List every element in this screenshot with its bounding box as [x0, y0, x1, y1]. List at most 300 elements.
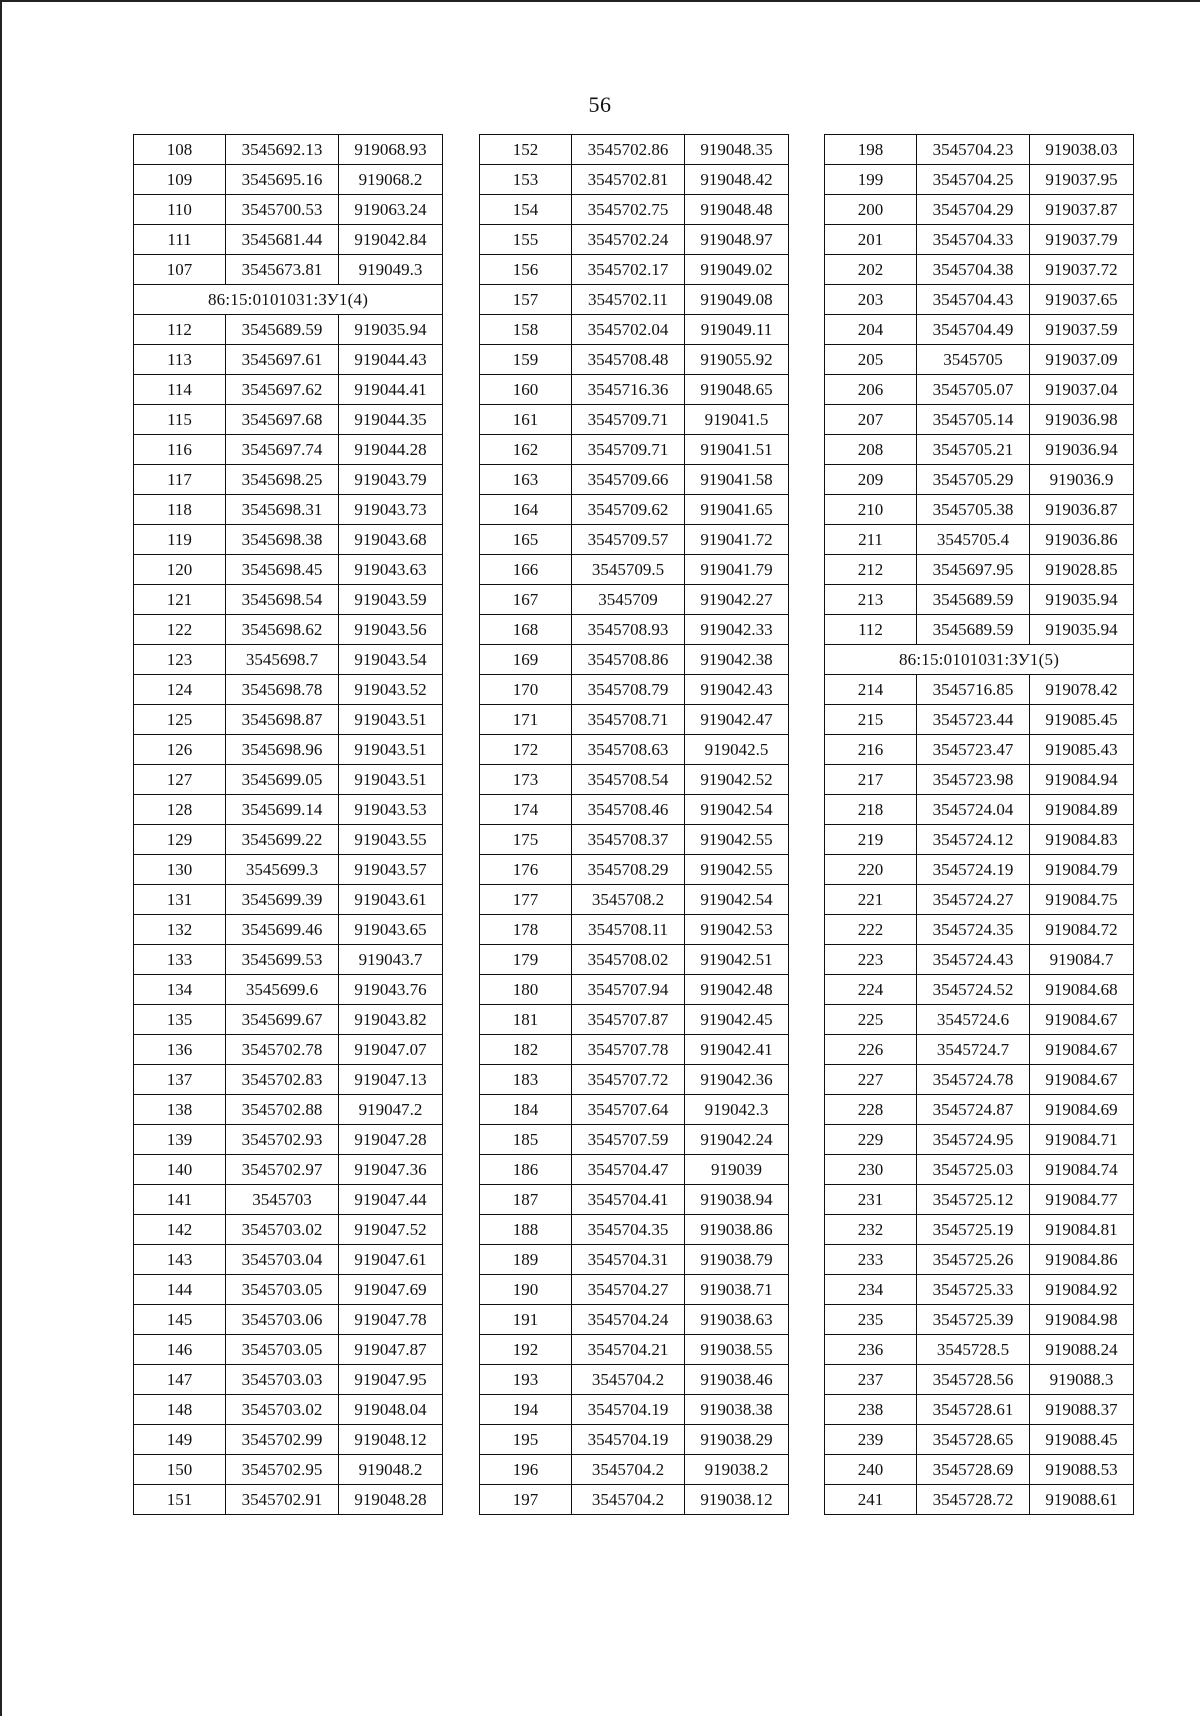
y-coordinate-cell: 919038.86 — [685, 1215, 789, 1245]
x-coordinate-cell: 3545704.2 — [572, 1365, 685, 1395]
point-number-cell: 171 — [480, 705, 572, 735]
table-row — [480, 945, 789, 975]
table-row — [134, 645, 443, 675]
table-row — [825, 135, 1134, 165]
y-coordinate-cell: 919043.61 — [339, 885, 443, 915]
table-row — [480, 225, 789, 255]
x-coordinate-cell: 3545725.33 — [917, 1275, 1030, 1305]
table-row — [480, 585, 789, 615]
point-number-cell: 143 — [134, 1245, 226, 1275]
x-coordinate-cell: 3545673.81 — [226, 255, 339, 285]
y-coordinate-cell: 919043.63 — [339, 555, 443, 585]
y-coordinate-cell: 919042.51 — [685, 945, 789, 975]
table-row — [134, 1335, 443, 1365]
point-number-cell: 183 — [480, 1065, 572, 1095]
point-number-cell: 179 — [480, 945, 572, 975]
point-number-cell: 198 — [825, 135, 917, 165]
table-row — [825, 585, 1134, 615]
y-coordinate-cell: 919055.92 — [685, 345, 789, 375]
point-number-cell: 209 — [825, 465, 917, 495]
x-coordinate-cell: 3545708.71 — [572, 705, 685, 735]
x-coordinate-cell: 3545698.96 — [226, 735, 339, 765]
y-coordinate-cell: 919084.68 — [1030, 975, 1134, 1005]
x-coordinate-cell: 3545703.04 — [226, 1245, 339, 1275]
table-row — [480, 375, 789, 405]
y-coordinate-cell: 919084.69 — [1030, 1095, 1134, 1125]
y-coordinate-cell: 919037.09 — [1030, 345, 1134, 375]
y-coordinate-cell: 919043.51 — [339, 705, 443, 735]
point-number-cell: 178 — [480, 915, 572, 945]
table-row — [825, 555, 1134, 585]
y-coordinate-cell: 919042.3 — [685, 1095, 789, 1125]
y-coordinate-cell: 919047.44 — [339, 1185, 443, 1215]
x-coordinate-cell: 3545708.63 — [572, 735, 685, 765]
point-number-cell: 120 — [134, 555, 226, 585]
y-coordinate-cell: 919038.63 — [685, 1305, 789, 1335]
table-row — [480, 1005, 789, 1035]
y-coordinate-cell: 919043.51 — [339, 765, 443, 795]
y-coordinate-cell: 919041.79 — [685, 555, 789, 585]
page-number: 56 — [588, 92, 612, 117]
table-row — [825, 795, 1134, 825]
parcel-section-label: 86:15:0101031:ЗУ1(4) — [134, 285, 443, 315]
point-number-cell: 108 — [134, 135, 226, 165]
table-row — [134, 345, 443, 375]
x-coordinate-cell: 3545707.72 — [572, 1065, 685, 1095]
x-coordinate-cell: 3545700.53 — [226, 195, 339, 225]
y-coordinate-cell: 919049.11 — [685, 315, 789, 345]
y-coordinate-cell: 919042.84 — [339, 225, 443, 255]
y-coordinate-cell: 919049.08 — [685, 285, 789, 315]
y-coordinate-cell: 919047.36 — [339, 1155, 443, 1185]
y-coordinate-cell: 919084.67 — [1030, 1035, 1134, 1065]
x-coordinate-cell: 3545703.06 — [226, 1305, 339, 1335]
point-number-cell: 148 — [134, 1395, 226, 1425]
y-coordinate-cell: 919047.61 — [339, 1245, 443, 1275]
point-number-cell: 161 — [480, 405, 572, 435]
x-coordinate-cell: 3545704.31 — [572, 1245, 685, 1275]
y-coordinate-cell: 919043.68 — [339, 525, 443, 555]
point-number-cell: 112 — [134, 315, 226, 345]
point-number-cell: 139 — [134, 1125, 226, 1155]
x-coordinate-cell: 3545702.81 — [572, 165, 685, 195]
y-coordinate-cell: 919047.95 — [339, 1365, 443, 1395]
x-coordinate-cell: 3545724.87 — [917, 1095, 1030, 1125]
table-row — [480, 825, 789, 855]
table-row — [134, 1485, 443, 1515]
point-number-cell: 115 — [134, 405, 226, 435]
x-coordinate-cell: 3545702.97 — [226, 1155, 339, 1185]
y-coordinate-cell: 919028.85 — [1030, 555, 1134, 585]
y-coordinate-cell: 919042.36 — [685, 1065, 789, 1095]
y-coordinate-cell: 919048.28 — [339, 1485, 443, 1515]
point-number-cell: 147 — [134, 1365, 226, 1395]
y-coordinate-cell: 919036.98 — [1030, 405, 1134, 435]
point-number-cell: 224 — [825, 975, 917, 1005]
table-row — [480, 165, 789, 195]
point-number-cell: 205 — [825, 345, 917, 375]
y-coordinate-cell: 919068.2 — [339, 165, 443, 195]
x-coordinate-cell: 3545704.23 — [917, 135, 1030, 165]
x-coordinate-cell: 3545699.05 — [226, 765, 339, 795]
y-coordinate-cell: 919047.13 — [339, 1065, 443, 1095]
x-coordinate-cell: 3545725.12 — [917, 1185, 1030, 1215]
x-coordinate-cell: 3545698.87 — [226, 705, 339, 735]
x-coordinate-cell: 3545689.59 — [226, 315, 339, 345]
x-coordinate-cell: 3545702.78 — [226, 1035, 339, 1065]
table-row — [134, 765, 443, 795]
x-coordinate-cell: 3545702.83 — [226, 1065, 339, 1095]
y-coordinate-cell: 919041.65 — [685, 495, 789, 525]
y-coordinate-cell: 919042.54 — [685, 795, 789, 825]
table-row — [134, 915, 443, 945]
x-coordinate-cell: 3545702.04 — [572, 315, 685, 345]
y-coordinate-cell: 919037.04 — [1030, 375, 1134, 405]
point-number-cell: 113 — [134, 345, 226, 375]
x-coordinate-cell: 3545699.53 — [226, 945, 339, 975]
x-coordinate-cell: 3545692.13 — [226, 135, 339, 165]
table-row — [134, 1275, 443, 1305]
point-number-cell: 177 — [480, 885, 572, 915]
table-row — [480, 1305, 789, 1335]
point-number-cell: 182 — [480, 1035, 572, 1065]
table-row — [480, 495, 789, 525]
coordinate-table-1 — [133, 134, 443, 1515]
table-row — [825, 495, 1134, 525]
x-coordinate-cell: 3545725.19 — [917, 1215, 1030, 1245]
x-coordinate-cell: 3545724.78 — [917, 1065, 1030, 1095]
point-number-cell: 117 — [134, 465, 226, 495]
x-coordinate-cell: 3545703.02 — [226, 1215, 339, 1245]
table-row — [134, 1005, 443, 1035]
point-number-cell: 118 — [134, 495, 226, 525]
section-header-row — [134, 285, 443, 315]
table-row — [480, 705, 789, 735]
point-number-cell: 154 — [480, 195, 572, 225]
y-coordinate-cell: 919084.98 — [1030, 1305, 1134, 1335]
y-coordinate-cell: 919042.47 — [685, 705, 789, 735]
table-row — [134, 555, 443, 585]
x-coordinate-cell: 3545708.46 — [572, 795, 685, 825]
x-coordinate-cell: 3545709.71 — [572, 405, 685, 435]
table-row — [134, 945, 443, 975]
table-row — [825, 1395, 1134, 1425]
y-coordinate-cell: 919036.86 — [1030, 525, 1134, 555]
x-coordinate-cell: 3545699.67 — [226, 1005, 339, 1035]
table-row — [134, 615, 443, 645]
y-coordinate-cell: 919068.93 — [339, 135, 443, 165]
table-row — [480, 615, 789, 645]
point-number-cell: 119 — [134, 525, 226, 555]
x-coordinate-cell: 3545709.62 — [572, 495, 685, 525]
table-row — [825, 1455, 1134, 1485]
table-row — [825, 225, 1134, 255]
y-coordinate-cell: 919042.55 — [685, 855, 789, 885]
table-row — [480, 1365, 789, 1395]
x-coordinate-cell: 3545702.86 — [572, 135, 685, 165]
x-coordinate-cell: 3545698.62 — [226, 615, 339, 645]
x-coordinate-cell: 3545698.45 — [226, 555, 339, 585]
point-number-cell: 144 — [134, 1275, 226, 1305]
x-coordinate-cell: 3545709 — [572, 585, 685, 615]
point-number-cell: 114 — [134, 375, 226, 405]
table-row — [480, 975, 789, 1005]
x-coordinate-cell: 3545708.54 — [572, 765, 685, 795]
y-coordinate-cell: 919088.53 — [1030, 1455, 1134, 1485]
table-row — [134, 1065, 443, 1095]
table-row — [134, 885, 443, 915]
point-number-cell: 131 — [134, 885, 226, 915]
x-coordinate-cell: 3545704.41 — [572, 1185, 685, 1215]
y-coordinate-cell: 919035.94 — [1030, 615, 1134, 645]
point-number-cell: 164 — [480, 495, 572, 525]
point-number-cell: 155 — [480, 225, 572, 255]
x-coordinate-cell: 3545689.59 — [917, 585, 1030, 615]
point-number-cell: 125 — [134, 705, 226, 735]
point-number-cell: 215 — [825, 705, 917, 735]
table-row — [134, 825, 443, 855]
y-coordinate-cell: 919084.81 — [1030, 1215, 1134, 1245]
point-number-cell: 138 — [134, 1095, 226, 1125]
point-number-cell: 127 — [134, 765, 226, 795]
x-coordinate-cell: 3545703.05 — [226, 1275, 339, 1305]
x-coordinate-cell: 3545704.2 — [572, 1455, 685, 1485]
x-coordinate-cell: 3545705.4 — [917, 525, 1030, 555]
x-coordinate-cell: 3545702.17 — [572, 255, 685, 285]
table-row — [134, 495, 443, 525]
point-number-cell: 231 — [825, 1185, 917, 1215]
y-coordinate-cell: 919044.28 — [339, 435, 443, 465]
y-coordinate-cell: 919084.75 — [1030, 885, 1134, 915]
point-number-cell: 211 — [825, 525, 917, 555]
table-row — [825, 375, 1134, 405]
table-row — [480, 525, 789, 555]
y-coordinate-cell: 919043.7 — [339, 945, 443, 975]
x-coordinate-cell: 3545704.24 — [572, 1305, 685, 1335]
table-row — [480, 465, 789, 495]
y-coordinate-cell: 919037.95 — [1030, 165, 1134, 195]
point-number-cell: 214 — [825, 675, 917, 705]
point-number-cell: 194 — [480, 1395, 572, 1425]
y-coordinate-cell: 919041.58 — [685, 465, 789, 495]
x-coordinate-cell: 3545704.29 — [917, 195, 1030, 225]
point-number-cell: 146 — [134, 1335, 226, 1365]
table-row — [825, 1005, 1134, 1035]
y-coordinate-cell: 919042.24 — [685, 1125, 789, 1155]
y-coordinate-cell: 919043.76 — [339, 975, 443, 1005]
x-coordinate-cell: 3545697.95 — [917, 555, 1030, 585]
table-row — [825, 885, 1134, 915]
table-row — [134, 705, 443, 735]
table-row — [480, 1425, 789, 1455]
x-coordinate-cell: 3545728.61 — [917, 1395, 1030, 1425]
table-row — [480, 1125, 789, 1155]
table-row — [480, 1035, 789, 1065]
y-coordinate-cell: 919041.51 — [685, 435, 789, 465]
y-coordinate-cell: 919048.97 — [685, 225, 789, 255]
x-coordinate-cell: 3545707.94 — [572, 975, 685, 1005]
x-coordinate-cell: 3545698.54 — [226, 585, 339, 615]
x-coordinate-cell: 3545702.24 — [572, 225, 685, 255]
y-coordinate-cell: 919088.37 — [1030, 1395, 1134, 1425]
point-number-cell: 126 — [134, 735, 226, 765]
point-number-cell: 212 — [825, 555, 917, 585]
y-coordinate-cell: 919036.87 — [1030, 495, 1134, 525]
y-coordinate-cell: 919043.54 — [339, 645, 443, 675]
y-coordinate-cell: 919042.45 — [685, 1005, 789, 1035]
y-coordinate-cell: 919048.65 — [685, 375, 789, 405]
y-coordinate-cell: 919043.55 — [339, 825, 443, 855]
table-row — [480, 1335, 789, 1365]
y-coordinate-cell: 919084.7 — [1030, 945, 1134, 975]
section-header-row — [825, 645, 1134, 675]
x-coordinate-cell: 3545704.21 — [572, 1335, 685, 1365]
x-coordinate-cell: 3545725.26 — [917, 1245, 1030, 1275]
point-number-cell: 163 — [480, 465, 572, 495]
table-row — [825, 195, 1134, 225]
table-row — [134, 795, 443, 825]
point-number-cell: 121 — [134, 585, 226, 615]
table-row — [480, 645, 789, 675]
y-coordinate-cell: 919036.94 — [1030, 435, 1134, 465]
table-row — [134, 975, 443, 1005]
y-coordinate-cell: 919048.42 — [685, 165, 789, 195]
point-number-cell: 202 — [825, 255, 917, 285]
scan-edge-top — [0, 0, 1200, 2]
table-row — [480, 1065, 789, 1095]
x-coordinate-cell: 3545702.88 — [226, 1095, 339, 1125]
point-number-cell: 112 — [825, 615, 917, 645]
x-coordinate-cell: 3545689.59 — [917, 615, 1030, 645]
x-coordinate-cell: 3545699.3 — [226, 855, 339, 885]
point-number-cell: 145 — [134, 1305, 226, 1335]
table-row — [825, 735, 1134, 765]
x-coordinate-cell: 3545703.03 — [226, 1365, 339, 1395]
point-number-cell: 133 — [134, 945, 226, 975]
point-number-cell: 157 — [480, 285, 572, 315]
table-row — [825, 345, 1134, 375]
y-coordinate-cell: 919084.86 — [1030, 1245, 1134, 1275]
table-row — [480, 1485, 789, 1515]
x-coordinate-cell: 3545709.57 — [572, 525, 685, 555]
point-number-cell: 218 — [825, 795, 917, 825]
point-number-cell: 111 — [134, 225, 226, 255]
point-number-cell: 180 — [480, 975, 572, 1005]
x-coordinate-cell: 3545723.98 — [917, 765, 1030, 795]
y-coordinate-cell: 919088.3 — [1030, 1365, 1134, 1395]
x-coordinate-cell: 3545724.95 — [917, 1125, 1030, 1155]
point-number-cell: 200 — [825, 195, 917, 225]
y-coordinate-cell: 919048.04 — [339, 1395, 443, 1425]
y-coordinate-cell: 919048.48 — [685, 195, 789, 225]
x-coordinate-cell: 3545708.48 — [572, 345, 685, 375]
x-coordinate-cell: 3545704.35 — [572, 1215, 685, 1245]
point-number-cell: 174 — [480, 795, 572, 825]
point-number-cell: 204 — [825, 315, 917, 345]
point-number-cell: 132 — [134, 915, 226, 945]
x-coordinate-cell: 3545704.47 — [572, 1155, 685, 1185]
point-number-cell: 189 — [480, 1245, 572, 1275]
x-coordinate-cell: 3545708.79 — [572, 675, 685, 705]
y-coordinate-cell: 919043.65 — [339, 915, 443, 945]
x-coordinate-cell: 3545728.56 — [917, 1365, 1030, 1395]
y-coordinate-cell: 919037.72 — [1030, 255, 1134, 285]
y-coordinate-cell: 919038.94 — [685, 1185, 789, 1215]
x-coordinate-cell: 3545698.31 — [226, 495, 339, 525]
y-coordinate-cell: 919047.28 — [339, 1125, 443, 1155]
y-coordinate-cell: 919037.79 — [1030, 225, 1134, 255]
point-number-cell: 162 — [480, 435, 572, 465]
y-coordinate-cell: 919037.87 — [1030, 195, 1134, 225]
table-row — [480, 285, 789, 315]
table-row — [134, 675, 443, 705]
point-number-cell: 153 — [480, 165, 572, 195]
x-coordinate-cell: 3545702.91 — [226, 1485, 339, 1515]
x-coordinate-cell: 3545702.75 — [572, 195, 685, 225]
y-coordinate-cell: 919084.83 — [1030, 825, 1134, 855]
table-row — [825, 1365, 1134, 1395]
point-number-cell: 168 — [480, 615, 572, 645]
y-coordinate-cell: 919042.38 — [685, 645, 789, 675]
y-coordinate-cell: 919038.79 — [685, 1245, 789, 1275]
table-row — [134, 1245, 443, 1275]
point-number-cell: 188 — [480, 1215, 572, 1245]
point-number-cell: 221 — [825, 885, 917, 915]
y-coordinate-cell: 919038.46 — [685, 1365, 789, 1395]
table-row — [480, 855, 789, 885]
x-coordinate-cell: 3545724.6 — [917, 1005, 1030, 1035]
point-number-cell: 141 — [134, 1185, 226, 1215]
table-row — [134, 1125, 443, 1155]
point-number-cell: 151 — [134, 1485, 226, 1515]
point-number-cell: 124 — [134, 675, 226, 705]
point-number-cell: 234 — [825, 1275, 917, 1305]
y-coordinate-cell: 919078.42 — [1030, 675, 1134, 705]
y-coordinate-cell: 919038.38 — [685, 1395, 789, 1425]
table-row — [134, 1455, 443, 1485]
x-coordinate-cell: 3545708.29 — [572, 855, 685, 885]
x-coordinate-cell: 3545699.14 — [226, 795, 339, 825]
x-coordinate-cell: 3545705 — [917, 345, 1030, 375]
table-row — [134, 735, 443, 765]
point-number-cell: 222 — [825, 915, 917, 945]
point-number-cell: 172 — [480, 735, 572, 765]
table-row — [480, 255, 789, 285]
coordinate-table-3 — [824, 134, 1134, 1515]
table-row — [134, 225, 443, 255]
y-coordinate-cell: 919088.61 — [1030, 1485, 1134, 1515]
x-coordinate-cell: 3545724.19 — [917, 855, 1030, 885]
point-number-cell: 233 — [825, 1245, 917, 1275]
point-number-cell: 187 — [480, 1185, 572, 1215]
x-coordinate-cell: 3545705.14 — [917, 405, 1030, 435]
table-row — [825, 1155, 1134, 1185]
x-coordinate-cell: 3545704.38 — [917, 255, 1030, 285]
table-row — [825, 705, 1134, 735]
x-coordinate-cell: 3545699.46 — [226, 915, 339, 945]
y-coordinate-cell: 919084.72 — [1030, 915, 1134, 945]
point-number-cell: 238 — [825, 1395, 917, 1425]
point-number-cell: 173 — [480, 765, 572, 795]
y-coordinate-cell: 919048.35 — [685, 135, 789, 165]
point-number-cell: 232 — [825, 1215, 917, 1245]
x-coordinate-cell: 3545703.02 — [226, 1395, 339, 1425]
table-row — [480, 1185, 789, 1215]
y-coordinate-cell: 919042.54 — [685, 885, 789, 915]
point-number-cell: 134 — [134, 975, 226, 1005]
point-number-cell: 191 — [480, 1305, 572, 1335]
table-row — [134, 1365, 443, 1395]
